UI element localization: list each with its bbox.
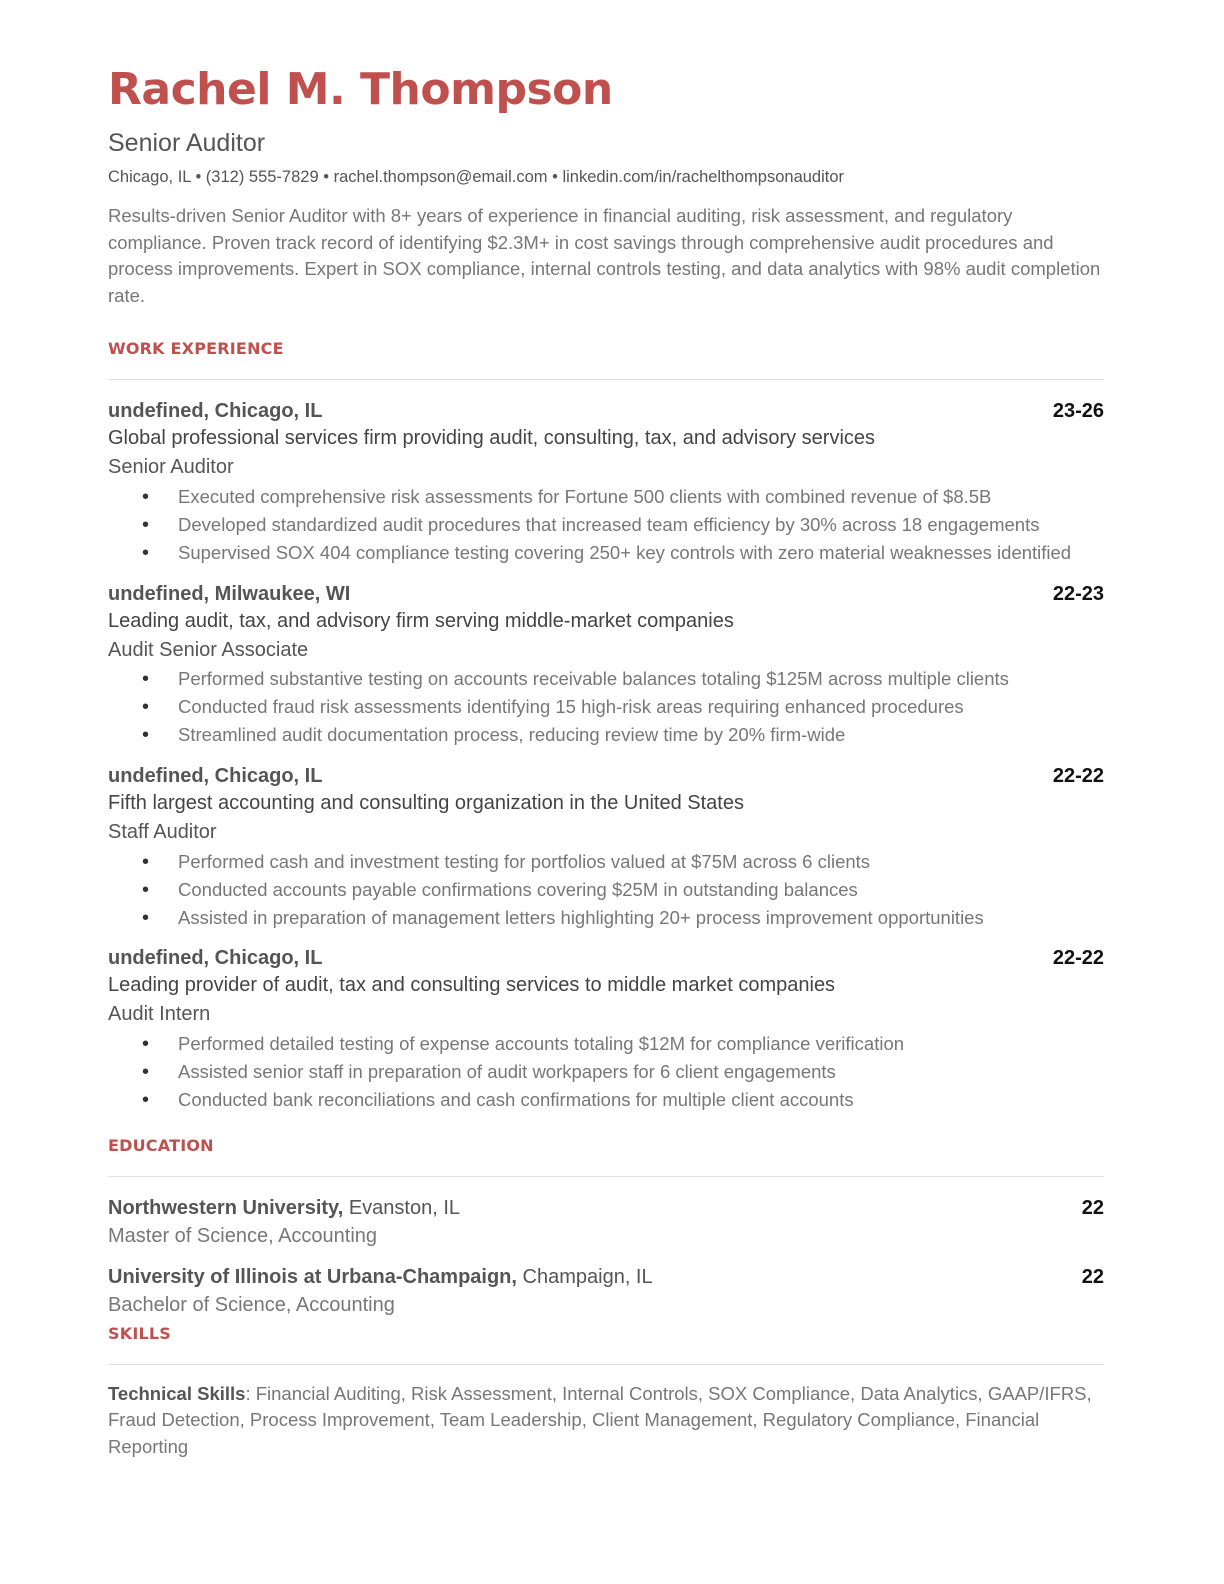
education-entry <box>108 1264 1104 1320</box>
job-bullet: • Executed comprehensive risk assessments for Fortune 500 clients with combined revenue of $8.5B <box>178 484 1104 511</box>
resume-page <box>108 60 1104 1461</box>
job-dates: 22-22 <box>1052 764 1104 787</box>
skills-separator: : <box>245 1382 251 1404</box>
job-description: Global professional services firm providing audit, consulting, tax, and advisory services <box>108 427 876 450</box>
summary-paragraph: Results-driven Senior Auditor with 8+ years of experience in financial auditing, risk assessment, and regulatory compliance. Proven track record of identifying $2.3M+ in cost savings through comprehensive audit procedures and process improvements. Expert in SOX compliance, internal controls testing, and data analytics with 98% audit completion rate. <box>108 205 1101 306</box>
job-description: Fifth largest accounting and consulting organization in the United States <box>108 791 744 814</box>
job-bullet: • Developed standardized audit procedures that increased team efficiency by 30% across 18 engagements <box>178 512 1104 539</box>
job-entry <box>108 763 1104 931</box>
job-bullet: • Supervised SOX 404 compliance testing covering 250+ key controls with zero material weaknesses identified <box>178 540 1104 567</box>
job-company: undefined, Chicago, IL <box>108 400 323 423</box>
job-bullet: • Conducted bank reconciliations and cash confirmations for multiple client accounts <box>178 1087 1104 1114</box>
skills-text: Financial Auditing, Risk Assessment, Internal Controls, SOX Compliance, Data Analytics, GAAP/IFRS, Fraud Detection, Process Improvement, Team Leadership, Client Management, Regulatory Compliance, Financial Reporting <box>108 1382 1092 1458</box>
job-bullets <box>108 1031 1104 1114</box>
job-description: Leading provider of audit, tax and consulting services to middle market companies <box>108 974 836 997</box>
degree: Master of Science, Accounting <box>108 1224 378 1247</box>
skills-label: Technical Skills <box>108 1382 246 1404</box>
section-divider <box>108 379 1104 380</box>
job-dates: 22-23 <box>1052 582 1104 605</box>
education-date: 22 <box>1081 1196 1104 1219</box>
job-title: Senior Auditor <box>108 129 266 157</box>
skills-paragraph <box>108 1381 1104 1461</box>
job-bullet: • Conducted fraud risk assessments identifying 15 high-risk areas requiring enhanced procedures <box>178 694 1104 721</box>
school-name: Northwestern University, <box>108 1196 344 1219</box>
job-bullet: • Conducted accounts payable confirmations covering $25M in outstanding balances <box>178 877 1104 904</box>
job-bullets <box>108 484 1104 567</box>
section-heading-work: WORK EXPERIENCE <box>108 339 284 359</box>
job-bullets <box>108 849 1104 932</box>
education-entry <box>108 1195 1104 1251</box>
job-entry <box>108 398 1104 566</box>
job-bullet: • Performed cash and investment testing for portfolios valued at $75M across 6 clients <box>178 849 1104 876</box>
job-bullet: • Performed substantive testing on accounts receivable balances totaling $125M across multiple clients <box>178 666 1104 693</box>
job-dates: 23-26 <box>1052 400 1104 423</box>
contact-line: Chicago, IL • (312) 555-7829 • rachel.thompson@email.com • linkedin.com/in/rachelthompsonauditor <box>108 168 845 186</box>
job-entry <box>108 581 1104 749</box>
section-divider <box>108 1364 1104 1365</box>
candidate-name: Rachel M. Thompson <box>108 64 613 115</box>
work-experience-list <box>108 398 1104 1113</box>
school-location: Evanston, IL <box>348 1196 460 1219</box>
job-company: undefined, Chicago, IL <box>108 947 323 970</box>
job-role: Senior Auditor <box>108 456 234 479</box>
job-bullets <box>108 666 1104 749</box>
education-date: 22 <box>1081 1265 1104 1288</box>
job-entry <box>108 945 1104 1113</box>
school-location: Champaign, IL <box>522 1265 653 1288</box>
job-role: Staff Auditor <box>108 820 217 843</box>
section-heading-education: EDUCATION <box>108 1135 214 1155</box>
job-dates: 22-22 <box>1052 947 1104 970</box>
section-heading-skills: SKILLS <box>108 1323 171 1343</box>
job-bullet: • Assisted in preparation of management letters highlighting 20+ process improvement opportunities <box>178 905 1104 932</box>
job-role: Audit Senior Associate <box>108 638 309 661</box>
job-description: Leading audit, tax, and advisory firm serving middle-market companies <box>108 609 734 632</box>
job-bullet: • Assisted senior staff in preparation of audit workpapers for 6 client engagements <box>178 1059 1104 1086</box>
job-company: undefined, Chicago, IL <box>108 764 323 787</box>
job-company: undefined, Milwaukee, WI <box>108 582 351 605</box>
school-name: University of Illinois at Urbana-Champaign, <box>108 1265 517 1288</box>
section-divider <box>108 1176 1104 1177</box>
degree: Bachelor of Science, Accounting <box>108 1293 395 1316</box>
job-role: Audit Intern <box>108 1003 211 1026</box>
job-bullet: • Streamlined audit documentation process, reducing review time by 20% firm-wide <box>178 722 1104 749</box>
education-list <box>108 1195 1104 1320</box>
job-bullet: • Performed detailed testing of expense accounts totaling $12M for compliance verification <box>178 1031 1104 1058</box>
